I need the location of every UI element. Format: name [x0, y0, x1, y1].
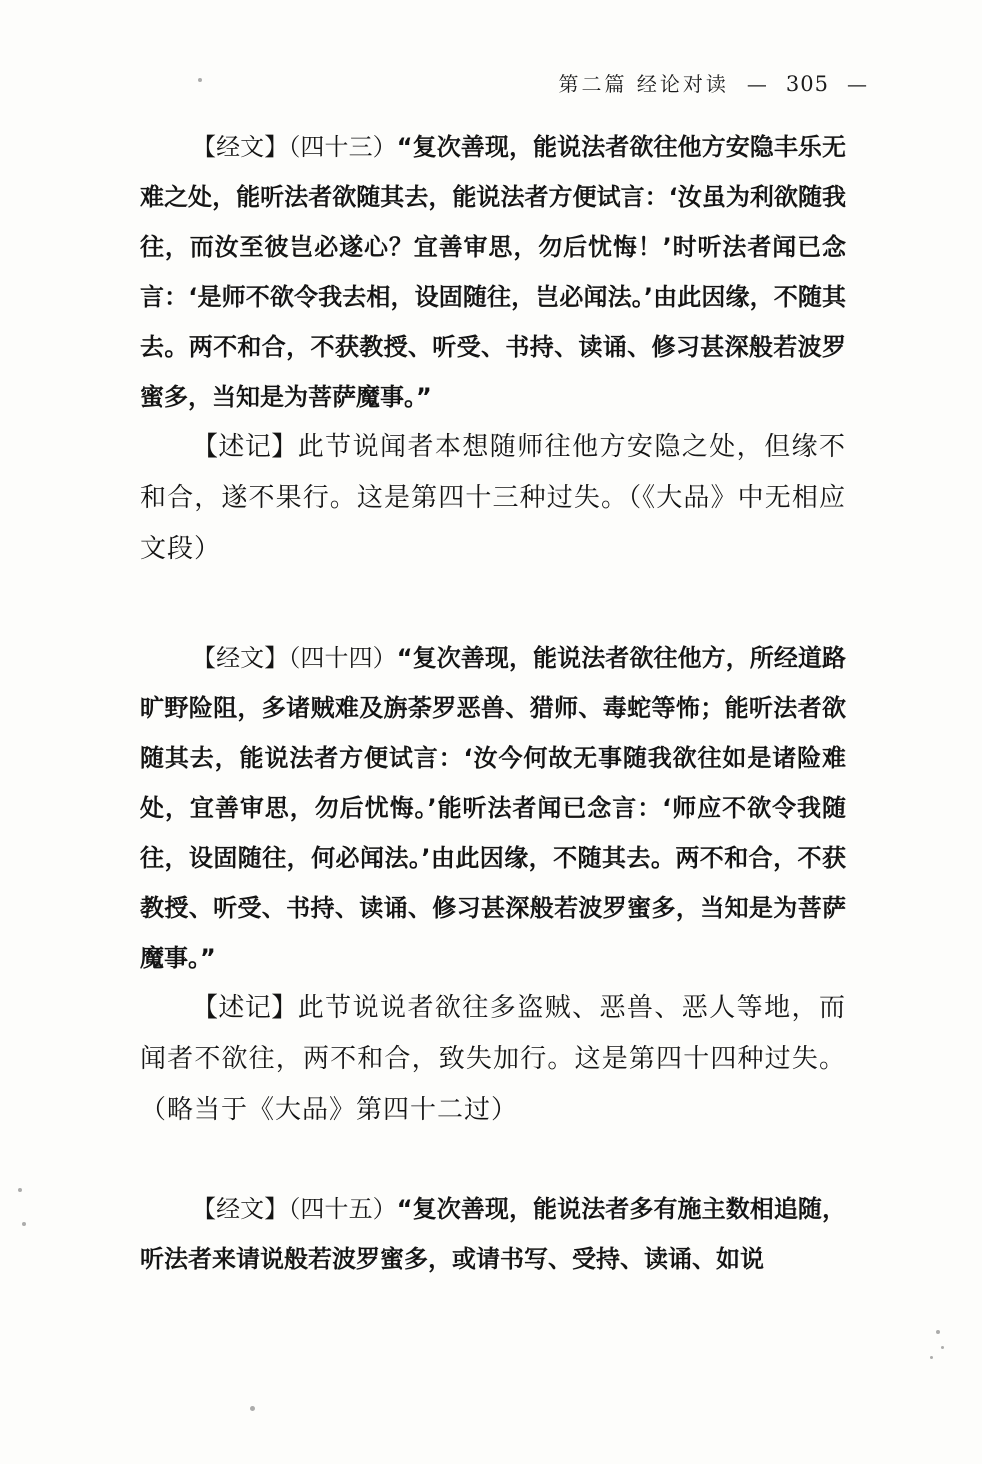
sutra-paragraph-43	[140, 122, 846, 422]
commentary-paragraph-43	[140, 422, 846, 575]
sutra-paragraph-45	[140, 1184, 846, 1284]
sutra-text-45: “复次善现，能说法者多有施主数相追随，听法者来请说般若波罗蜜多，或请书写、受持、读诵、如说	[140, 1195, 847, 1273]
header-chapter-title: 第二篇 经论对读	[558, 72, 729, 96]
sutra-marker-44: 【经文】	[192, 644, 289, 672]
sutra-text-43: “复次善现，能说法者欲往他方安隐丰乐无难之处，能听法者欲随其去，能说法者方便试言：‘汝虽为利欲随我往，而汝至彼岂必遂心？宜善审思，勿后忧悔！’时听法者闻已念言：‘是师不欲令我去相，设固随往，岂必闻法。’由此因缘，不随其去。两不和合，不获教授、听受、书持、读诵、修习甚深般若波罗蜜多，当知是为菩萨魔事。”	[140, 133, 847, 411]
sutra-paragraph-44	[140, 633, 846, 983]
page-body	[140, 122, 846, 1284]
scan-speck	[941, 1346, 944, 1349]
commentary-text-44: 此节说说者欲往多盗贼、恶兽、恶人等地，而闻者不欲往，两不和合，致失加行。这是第四十四种过失。（略当于《大品》第四十二过）	[140, 993, 846, 1125]
commentary-marker-44: 【述记】	[192, 993, 298, 1023]
commentary-paragraph-44	[140, 983, 846, 1136]
section-gap	[140, 575, 846, 633]
page-number: 305	[785, 72, 829, 96]
scan-speck	[18, 1188, 22, 1192]
header-dash-right: —	[847, 72, 868, 96]
scan-speck	[930, 1356, 933, 1359]
sutra-marker-45: 【经文】	[192, 1195, 289, 1223]
sutra-marker-43: 【经文】	[192, 133, 289, 161]
sutra-number-45: （四十五）	[288, 1195, 397, 1223]
commentary-marker-43: 【述记】	[192, 432, 298, 462]
scan-speck	[936, 1330, 940, 1334]
sutra-number-44: （四十四）	[288, 644, 397, 672]
scan-speck	[22, 1222, 26, 1226]
sutra-number-43: （四十三）	[288, 133, 397, 161]
commentary-text-43: 此节说闻者本想随师往他方安隐之处，但缘不和合，遂不果行。这是第四十三种过失。（《大品》中无相应文段）	[140, 432, 846, 564]
section-gap	[140, 1136, 846, 1184]
page-header	[559, 68, 870, 97]
scan-speck	[198, 78, 202, 82]
sutra-text-44: “复次善现，能说法者欲往他方，所经道路旷野险阻，多诸贼难及旃荼罗恶兽、猎师、毒蛇等怖；能听法者欲随其去，能说法者方便试言：‘汝今何故无事随我欲往如是诸险难处，宜善审思，勿后忧悔。’能听法者闻已念言：‘师应不欲令我随往，设固随往，何必闻法。’由此因缘，不随其去。两不和合，不获教授、听受、书持、读诵、修习甚深般若波罗蜜多，当知是为菩萨魔事。”	[140, 644, 847, 972]
scan-speck	[250, 1406, 255, 1411]
header-dash-left: —	[746, 72, 768, 96]
